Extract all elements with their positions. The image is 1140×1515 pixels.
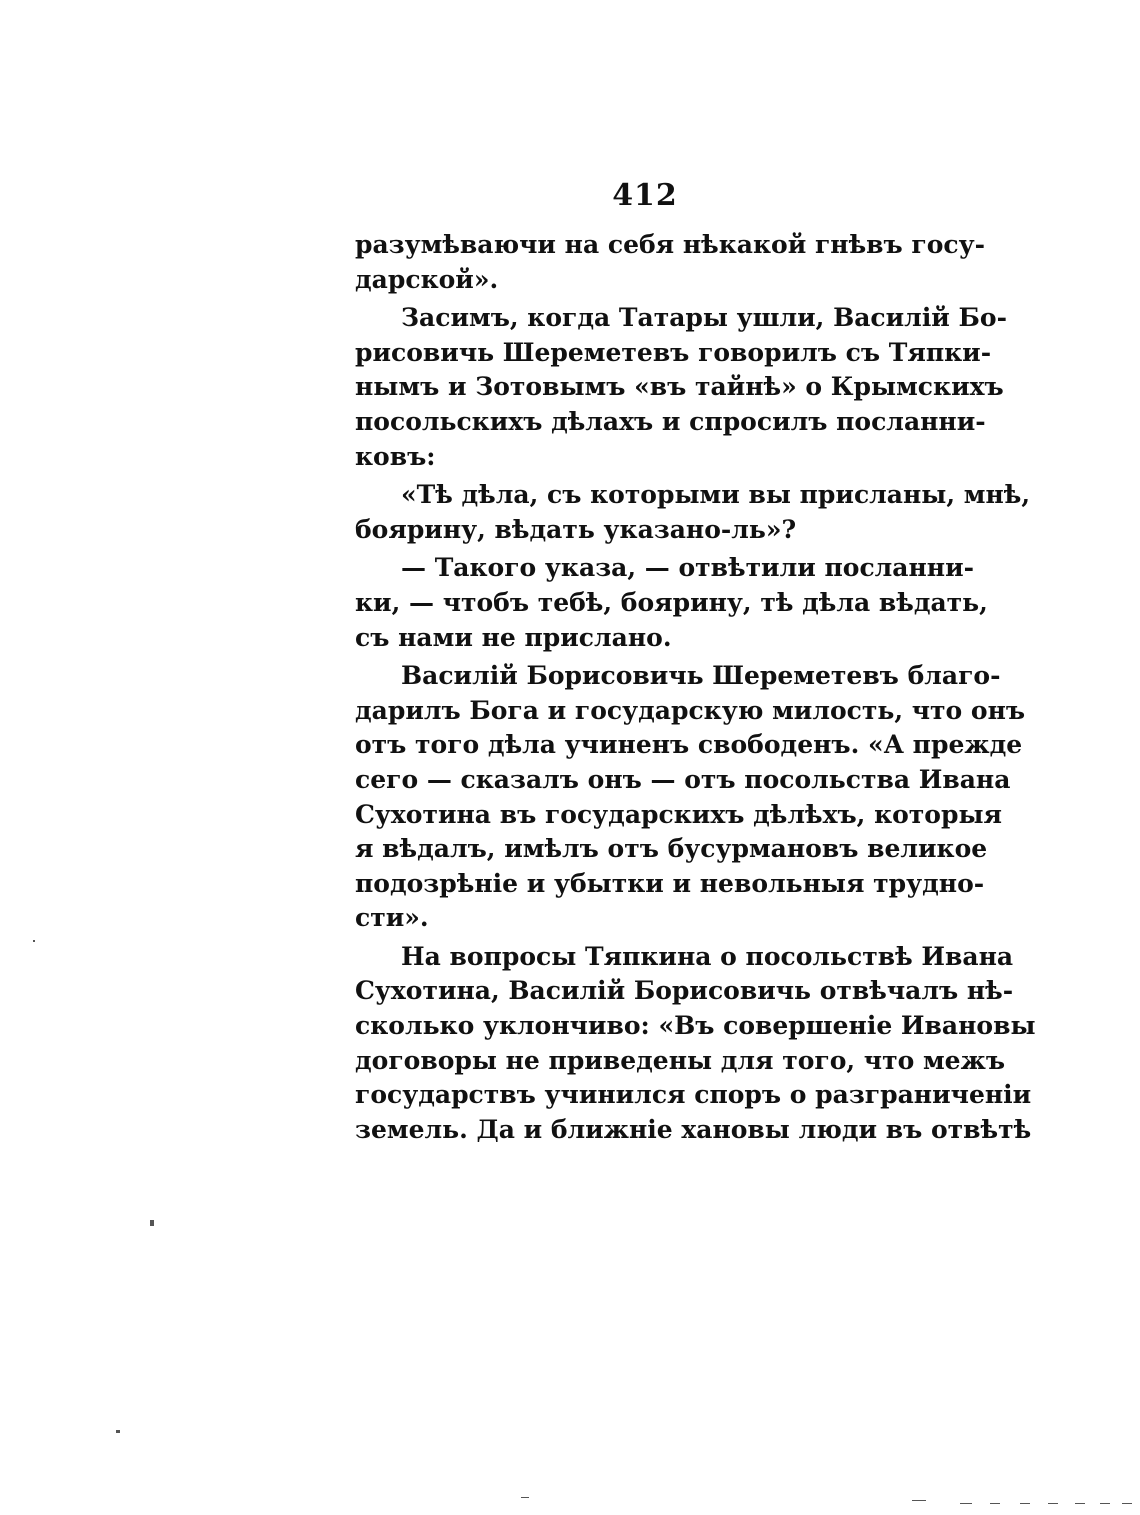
text-line: посольскихъ дѣлахъ и спросилъ посланни- [355, 406, 986, 436]
text-line: дарской». [355, 264, 499, 294]
scan-speck [521, 1497, 529, 1498]
paragraph [355, 228, 986, 297]
text-line: боярину, вѣдать указано-ль»? [355, 514, 797, 544]
scan-speck [1075, 1503, 1085, 1504]
text-line: На вопросы Тяпкина о посольствѣ Ивана [401, 941, 1014, 971]
scan-speck [912, 1500, 926, 1501]
paragraph [355, 551, 988, 655]
text-line: Засимъ, когда Татары ушли, Василій Бо- [401, 303, 1007, 333]
text-line: Сухотина, Василій Борисовичь отвѣчалъ нѣ- [355, 976, 1014, 1006]
scan-speck [1048, 1503, 1058, 1504]
text-line: сколько уклончиво: «Въ совершеніе Ивановы [355, 1011, 1036, 1041]
scan-speck [1100, 1503, 1110, 1504]
text-line: «Тѣ дѣла, съ которыми вы присланы, мнѣ, [401, 480, 1031, 510]
text-line: — Такого указа, — отвѣтили посланни- [401, 553, 975, 583]
text-line: сти». [355, 903, 429, 933]
paragraph [355, 478, 1031, 547]
text-line: земель. Да и ближніе хановы люди въ отвѣтѣ [355, 1114, 1032, 1144]
scan-speck [116, 1430, 120, 1433]
text-line: я вѣдалъ, имѣлъ отъ бусурмановъ великое [355, 834, 988, 864]
text-line: нымъ и Зотовымъ «въ тайнѣ» о Крымскихъ [355, 372, 1004, 402]
paragraph [355, 301, 1007, 474]
scan-speck [960, 1503, 972, 1504]
text-line: отъ того дѣла учиненъ свободенъ. «А прежде [355, 730, 1023, 760]
paragraph [355, 940, 1036, 1148]
text-line: дарилъ Бога и государскую милость, что онъ [355, 695, 1026, 725]
text-line: съ нами не прислано. [355, 622, 672, 652]
scan-speck [990, 1503, 1000, 1504]
text-line: сего — сказалъ онъ — отъ посольства Ивана [355, 764, 1011, 794]
paragraph [355, 659, 1026, 936]
text-line: договоры не приведены для того, что межъ [355, 1045, 1005, 1075]
scan-speck [150, 1220, 154, 1226]
scan-speck [1122, 1503, 1132, 1504]
text-line: Сухотина въ государскихъ дѣлѣхъ, которыя [355, 799, 1002, 829]
text-line: подозрѣніе и убытки и невольныя трудно- [355, 868, 985, 898]
body-text [355, 228, 1036, 1147]
scan-speck [1020, 1503, 1030, 1504]
text-line: ки, — чтобъ тебѣ, боярину, тѣ дѣла вѣдать, [355, 587, 988, 617]
text-line: разумѣваючи на себя нѣкакой гнѣвъ госу- [355, 230, 986, 259]
text-line: Василій Борисовичь Шереметевъ благо- [401, 661, 1001, 691]
text-line: ковъ: [355, 441, 436, 471]
text-line: рисовичь Шереметевъ говорилъ съ Тяпки- [355, 337, 992, 367]
text-line: государствъ учинился споръ о разграниченіи [355, 1080, 1032, 1110]
page-number: 412 [612, 178, 678, 213]
scan-speck [33, 940, 35, 942]
